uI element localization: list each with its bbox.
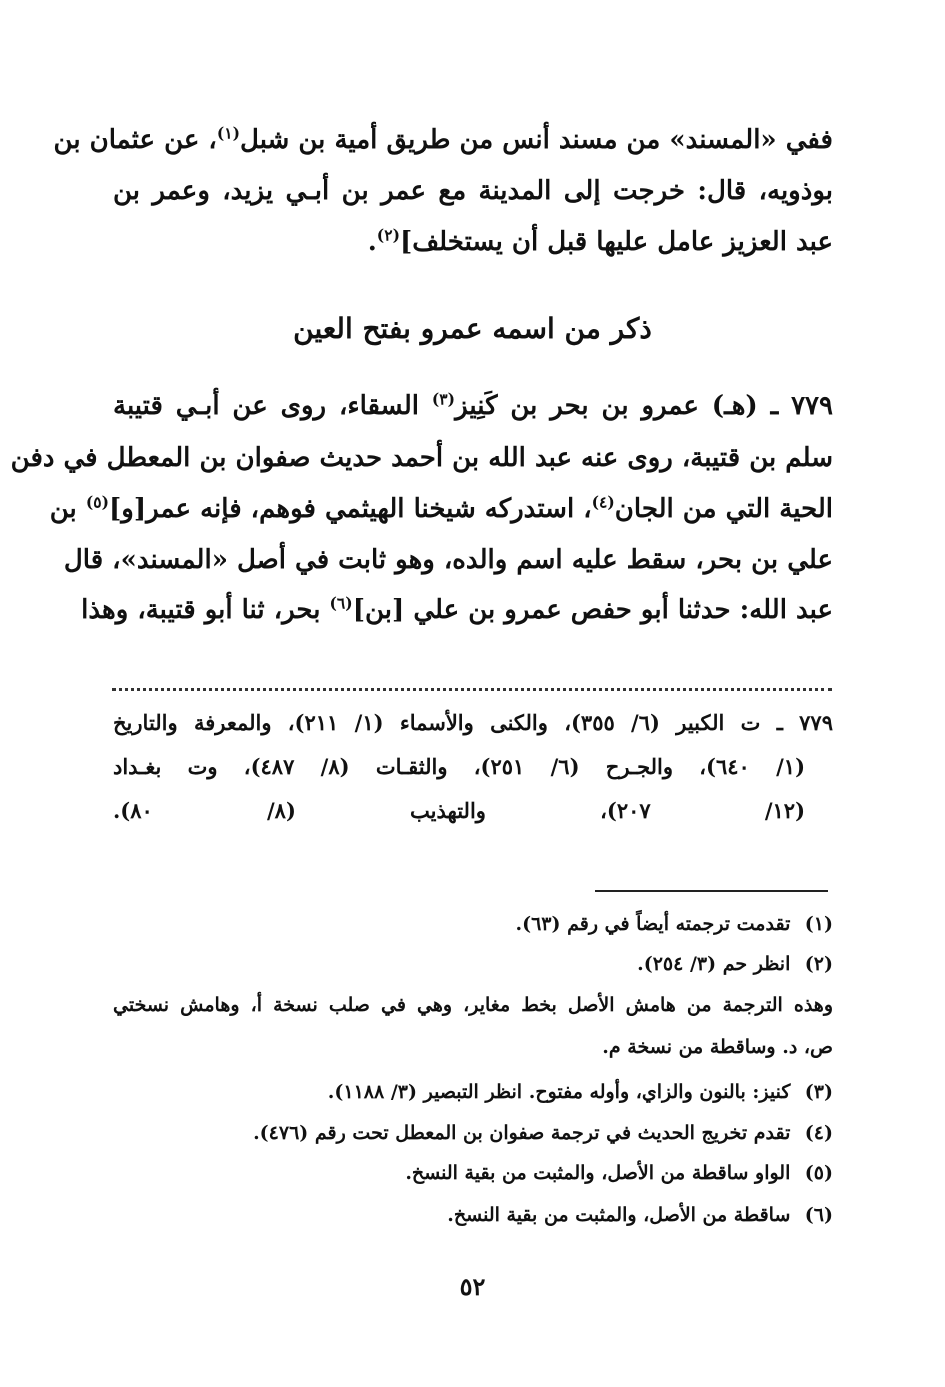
footnote-4 [113,1124,833,1143]
footnote-number: (١) [804,913,833,935]
footnote-number: (٦) [804,1204,833,1226]
footnote-1 [113,915,833,934]
sources-line-1: ٧٧٩ ـ ت الكبير (٦/ ٣٥٥)، والكنى والأسماء (١/ ٢١١)، والمعرفة والتاريخ [113,710,833,735]
top-paragraph-line-1: ففي «المسند» من مسند أنس من طريق أمية بن شبل$^{(١)}$، عن عثمان بن [53,123,833,155]
dotted-separator [112,688,832,691]
footnote-number: (٤) [804,1122,833,1144]
entry-779-line-1: ٧٧٩ ـ (هـ) عمرو بن بحر بن كَنِيز$^{(٣)}$ السقاء، روى عن أبـي قتيبة [113,389,833,421]
entry-779-line-5: عبد الله: حدثنا أبو حفص عمرو بن علي [بن]$^{(٦)}$ بحر، ثنا أبو قتيبة، وهذا [81,593,833,625]
footnote-text: ساقطة من الأصل، والمثبت من بقية النسخ. [447,1204,791,1226]
footnote-text: تقدم تخريج الحديث في ترجمة صفوان بن المعطل تحت رقم (٤٧٦). [253,1122,791,1144]
entry-779-line-3: الحية التي من الجان$^{(٤)}$، استدركه شيخنا الهيثمي فوهم، فإنه عمر[و]$^{(٥)}$ بن [49,492,833,524]
footnote-number: (٣) [804,1081,833,1103]
top-paragraph-line-3: عبد العزيز عامل عليها قبل أن يستخلف]$^{(٢)}$. [367,225,833,257]
page-number: ٥٢ [459,1272,486,1301]
footnote-2-continued-1: وهذه الترجمة من هامش الأصل بخط مغاير، وهي في صلب نسخة أ، وهامش نسختي [113,994,833,1016]
sources-line-2: (١/ ٦٤٠)، والجـرح (٦/ ٢٥١)، والثقـات (٨/ ٤٨٧)، وت بغـداد [113,754,806,779]
footnote-text: انظر حم (٣/ ٢٥٤). [637,953,791,975]
footnote-5 [113,1164,833,1183]
footnote-6 [113,1206,833,1225]
footnote-text: الواو ساقطة من الأصل، والمثبت من بقية النسخ. [405,1162,791,1184]
footnote-3 [113,1083,833,1102]
top-paragraph-line-2: بوذويه، قال: خرجت إلى المدينة مع عمر بن أبـي يزيد، وعمر بن [113,176,833,206]
footnote-2 [113,955,833,974]
footnote-2-continued-2: ص، د. وساقطة من نسخة م. [602,1036,833,1058]
sources-line-3: (١٢/ ٢٠٧)، والتهذيب (٨/ ٨٠). [113,798,805,823]
footnote-rule [595,890,828,892]
footnote-text: تقدمت ترجمته أيضاً في رقم (٦٣). [515,913,791,935]
section-heading: ذكر من اسمه عمرو بفتح العين [293,312,652,345]
entry-779-line-2: سلم بن قتيبة، روى عنه عبد الله بن أحمد حديث صفوان بن المعطل في دفن [10,443,833,473]
footnote-text: كنيز: بالنون والزاي، وأوله مفتوح. انظر التبصير (٣/ ١١٨٨). [327,1081,791,1103]
entry-779-line-4: علي بن بحر، سقط عليه اسم والده، وهو ثابت في أصل «المسند»، قال [63,545,833,575]
footnote-number: (٥) [804,1162,833,1184]
footnote-number: (٢) [804,953,833,975]
